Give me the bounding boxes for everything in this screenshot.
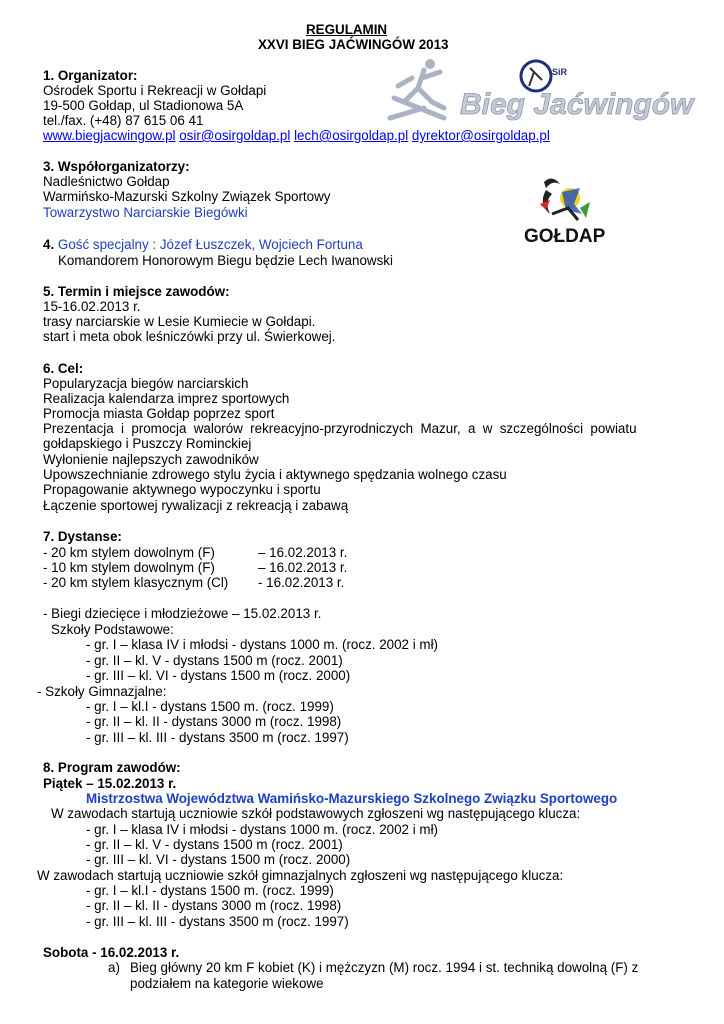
doc-title: REGULAMIN <box>306 22 388 37</box>
coorganizer-item: Towarzystwo Narciarskie Biegówki <box>43 205 248 220</box>
date-heading: 5. Termin i miejsce zawodów: <box>43 284 230 299</box>
bieg-jacwingow-logo <box>384 58 694 132</box>
goal-line: Promocja miasta Gołdap poprzez sport <box>43 406 275 421</box>
program-gym-group: - gr. III – kl. III - dystans 3500 m (rocz. 1997) <box>86 914 349 929</box>
guest-text: Gość specjalny : Józef Łuszczek, Wojciech Fortuna <box>57 237 363 252</box>
primary-group: - gr. II – kl. V - dystans 1500 m (rocz. 2001) <box>86 653 343 668</box>
gym-schools-label: - Szkoły Gimnazjalne: <box>37 684 167 699</box>
email-link-lech[interactable]: lech@osirgoldap.pl <box>294 128 409 143</box>
goal-line: Prezentacja i promocja walorów rekreacyjno-przyrodniczych Mazur, a w szczególności powiatu <box>43 421 637 436</box>
guest-number: 4. <box>43 237 55 252</box>
item-a-marker: a) <box>108 960 120 975</box>
organizer-name: Ośrodek Sportu i Rekreacji w Gołdapi <box>43 83 267 98</box>
coorganizer-item: Nadleśnictwo Gołdap <box>43 174 170 189</box>
bieg-jacwingow-logo-text: Bieg Jaćwingów <box>460 88 694 121</box>
email-link-osir[interactable]: osir@osirgoldap.pl <box>179 128 291 143</box>
item-a-line2: podziałem na kategorie wiekowe <box>130 976 324 991</box>
doc-subtitle: XXVI BIEG JAĆWINGÓW 2013 <box>258 37 449 52</box>
goal-line: Popularyzacja biegów narciarskich <box>43 376 249 391</box>
goal-line: Łączenie sportowej rywalizacji z rekreacją i zabawą <box>43 498 349 513</box>
program-primary-group: - gr. III – kl. VI - dystans 1500 m (rocz. 2000) <box>86 852 351 867</box>
goldap-logo <box>522 174 606 250</box>
distance-label: - 20 km stylem klasycznym (Cl) <box>43 575 229 590</box>
goal-line: Wyłonienie najlepszych zawodników <box>43 452 259 467</box>
commander-line: Komandorem Honorowym Biegu będzie Lech Iwanowski <box>58 253 393 268</box>
organizer-heading: 1. Organizator: <box>43 68 138 83</box>
osir-logo-text: SiR <box>552 67 568 77</box>
program-primary-group: - gr. II – kl. V - dystans 1500 m (rocz. 2001) <box>86 837 343 852</box>
goal-heading: 6. Cel: <box>43 361 84 376</box>
primary-schools-label: Szkoły Podstawowe: <box>51 622 174 637</box>
primary-group: - gr. I – klasa IV i młodsi - dystans 1000 m. (rocz. 2002 i mł) <box>86 637 439 652</box>
date-line: trasy narciarskie w Lesie Kumiecie w Gołdapi. <box>43 314 316 329</box>
distance-date: – 16.02.2013 r. <box>258 545 348 560</box>
saturday-heading: Sobota - 16.02.2013 r. <box>43 945 180 960</box>
date-line: 15-16.02.2013 r. <box>43 299 141 314</box>
date-line: start i meta obok leśniczówki przy ul. Świerkowej. <box>43 329 336 344</box>
goal-line: Realizacja kalendarza imprez sportowych <box>43 391 290 406</box>
website-link[interactable]: www.biegjacwingow.pl <box>43 128 176 143</box>
kids-runs-line: - Biegi dziecięce i młodzieżowe – 15.02.2013 r. <box>43 606 322 621</box>
organizer-phone: tel./fax. (+48) 87 615 06 41 <box>43 113 204 128</box>
coorganizer-item: Warmińsko-Mazurski Szkolny Związek Sportowy <box>43 189 331 204</box>
gym-group: - gr. III – kl. III - dystans 3500 m (rocz. 1997) <box>86 730 349 745</box>
distance-label: - 10 km stylem dowolnym (F) <box>43 560 215 575</box>
goldap-logo-text: GOŁDAP <box>524 226 606 247</box>
goal-line: Propagowanie aktywnego wypoczynku i sportu <box>43 482 321 497</box>
program-gym-group: - gr. II – kl. II - dystans 3000 m (rocz. 1998) <box>86 898 342 913</box>
primary-group: - gr. III – kl. VI - dystans 1500 m (rocz. 2000) <box>86 668 351 683</box>
gym-group: - gr. I – kl.I - dystans 1500 m. (rocz. 1999) <box>86 699 334 714</box>
program-primary-group: - gr. I – klasa IV i młodsi - dystans 1000 m. (rocz. 2002 i mł) <box>86 822 439 837</box>
organizer-address: 19-500 Gołdap, ul Stadionowa 5A <box>43 98 244 113</box>
email-link-dyrektor[interactable]: dyrektor@osirgoldap.pl <box>411 128 550 143</box>
program-heading: 8. Program zawodów: <box>43 760 181 775</box>
primary-intro: W zawodach startują uczniowie szkół podstawowych zgłoszeni wg następującego klucza: <box>51 806 581 821</box>
guest-line <box>43 237 363 252</box>
friday-heading: Piątek – 15.02.2013 r. <box>43 776 177 791</box>
distance-date: - 16.02.2013 r. <box>258 575 345 590</box>
gym-group: - gr. II – kl. II - dystans 3000 m (rocz. 1998) <box>86 714 342 729</box>
gym-intro: W zawodach startują uczniowie szkół gimnazjalnych zgłoszeni wg następującego klucza: <box>37 868 564 883</box>
distances-heading: 7. Dystanse: <box>43 529 122 544</box>
goal-line: gołdapskiego i Puszczy Rominckiej <box>43 436 252 451</box>
organizer-links <box>43 128 550 143</box>
championship-title: Mistrzostwa Województwa Wamińsko-Mazurskiego Szkolnego Związku Sportowego <box>86 791 618 806</box>
goal-line: Upowszechnianie zdrowego stylu życia i aktywnego spędzania wolnego czasu <box>43 467 507 482</box>
distance-date: – 16.02.2013 r. <box>258 560 348 575</box>
distance-label: - 20 km stylem dowolnym (F) <box>43 545 215 560</box>
osir-logo <box>521 61 568 91</box>
coorganizers-heading: 3. Współorganizatorzy: <box>43 159 190 174</box>
program-gym-group: - gr. I – kl.I - dystans 1500 m. (rocz. 1999) <box>86 883 334 898</box>
item-a-line1: Bieg główny 20 km F kobiet (K) i mężczyzn (M) rocz. 1994 i st. techniką dowolną (F) z <box>130 960 639 975</box>
